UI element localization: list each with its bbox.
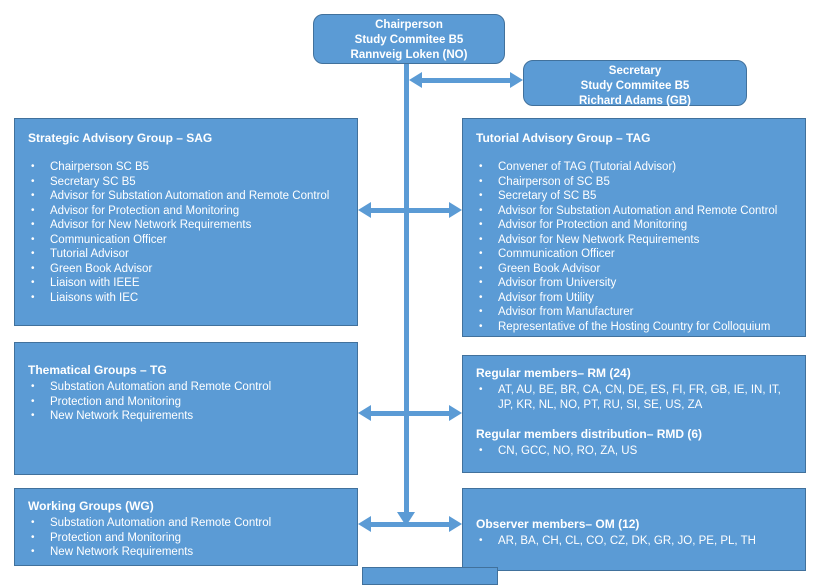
om-title: Observer members– OM (12)	[476, 517, 640, 531]
om-list-item: • AR, BA, CH, CL, CO, CZ, DK, GR, JO, PE, PL, TH	[476, 534, 797, 549]
tg-list-item: • Protection and Monitoring	[28, 395, 349, 410]
tag-list	[476, 160, 797, 334]
tg-box	[14, 342, 358, 475]
rmd-list-item: • CN, GCC, NO, RO, ZA, US	[476, 444, 797, 459]
chairperson-role: Chairperson	[375, 19, 443, 31]
tg-list-item: • Substation Automation and Remote Control	[28, 380, 349, 395]
sag-list-item: • Tutorial Advisor	[28, 247, 349, 262]
rmd-list	[476, 444, 797, 459]
bullet-icon: •	[479, 291, 483, 303]
tg-list-item: • New Network Requirements	[28, 409, 349, 424]
bullet-icon: •	[31, 381, 35, 392]
tag-list-item: • Advisor from Manufacturer	[476, 305, 797, 320]
bullet-icon: •	[479, 320, 483, 332]
tag-box	[462, 118, 806, 337]
rm-section	[476, 366, 797, 412]
bullet-icon: •	[31, 277, 35, 288]
tg-title: Thematical Groups – TG	[28, 363, 167, 377]
wg-list-item: • Protection and Monitoring	[28, 531, 349, 546]
sag-box	[14, 118, 358, 326]
bullet-icon: •	[479, 535, 483, 546]
bullet-icon: •	[31, 546, 35, 557]
tag-list-item: • Convener of TAG (Tutorial Advisor)	[476, 160, 797, 175]
bullet-icon: •	[479, 306, 483, 317]
bullet-icon: •	[31, 233, 35, 245]
bullet-icon: •	[479, 233, 483, 245]
sag-list-item: • Chairperson SC B5	[28, 160, 349, 175]
bullet-icon: •	[479, 384, 483, 395]
rm-box	[462, 355, 806, 473]
rm-title: Regular members– RM (24)	[476, 366, 631, 380]
secretary-committee: Study Commitee B5	[580, 80, 690, 92]
chairperson-name: Rannveig Loken (NO)	[350, 49, 468, 61]
secretary-box	[523, 60, 747, 106]
rm-list	[476, 383, 797, 412]
tag-list-item: • Advisor for New Network Requirements	[476, 233, 797, 248]
tag-list-item: • Secretary of SC B5	[476, 189, 797, 204]
arrow-tg-rm	[371, 411, 449, 416]
bullet-icon: •	[479, 219, 483, 230]
chairperson-committee: Study Commitee B5	[354, 34, 464, 46]
arrow-wg-om	[371, 522, 449, 527]
bullet-icon: •	[31, 531, 35, 543]
wg-box	[14, 488, 358, 566]
secretary-role: Secretary	[608, 65, 662, 77]
arrow-chairperson-secretary	[422, 78, 510, 83]
bullet-icon: •	[31, 219, 35, 230]
rmd-section	[476, 427, 797, 459]
wg-list-item: • New Network Requirements	[28, 545, 349, 560]
tag-list-item: • Representative of the Hosting Country for Colloquium	[476, 320, 797, 335]
tag-list-item: • Advisor from Utility	[476, 291, 797, 306]
bullet-icon: •	[479, 248, 483, 259]
rm-list-item: • AT, AU, BE, BR, CA, CN, DE, ES, FI, FR, GB, IE, IN, IT, JP, KR, NL, NO, PT, RU, SI, SE, US, ZA	[476, 383, 797, 412]
sag-list-item: • Green Book Advisor	[28, 262, 349, 277]
sag-list-item: • Liaison with IEEE	[28, 276, 349, 291]
bullet-icon: •	[479, 190, 483, 201]
om-list	[476, 534, 797, 549]
bullet-icon: •	[31, 190, 35, 201]
bullet-icon: •	[31, 517, 35, 528]
bullet-icon: •	[479, 161, 483, 172]
tag-title: Tutorial Advisory Group – TAG	[476, 131, 651, 145]
bullet-icon: •	[31, 248, 35, 259]
tg-list	[28, 380, 349, 424]
tag-list-item: • Advisor for Protection and Monitoring	[476, 218, 797, 233]
bullet-icon: •	[31, 161, 35, 172]
tag-list-item: • Advisor for Substation Automation and Remote Control	[476, 204, 797, 219]
tag-list-item: • Communication Officer	[476, 247, 797, 262]
bullet-icon: •	[31, 204, 35, 216]
connector-vertical-line	[404, 62, 409, 512]
rmd-title: Regular members distribution– RMD (6)	[476, 427, 703, 441]
bullet-icon: •	[31, 262, 35, 274]
tag-list-item: • Green Book Advisor	[476, 262, 797, 277]
bullet-icon: •	[479, 262, 483, 274]
bullet-icon: •	[479, 445, 483, 456]
secretary-name: Richard Adams (GB)	[578, 95, 692, 107]
sag-list	[28, 160, 349, 305]
tag-list-item: • Advisor from University	[476, 276, 797, 291]
bullet-icon: •	[31, 291, 35, 303]
wg-list-item: • Substation Automation and Remote Control	[28, 516, 349, 531]
sag-list-item: • Advisor for Substation Automation and Remote Control	[28, 189, 349, 204]
sag-list-item: • Advisor for Protection and Monitoring	[28, 204, 349, 219]
bullet-icon: •	[31, 410, 35, 421]
chairperson-box	[313, 14, 505, 64]
sag-list-item: • Secretary SC B5	[28, 175, 349, 190]
wg-list	[28, 516, 349, 560]
bullet-icon: •	[479, 204, 483, 216]
sag-list-item: • Advisor for New Network Requirements	[28, 218, 349, 233]
tag-list-item: • Chairperson of SC B5	[476, 175, 797, 190]
bullet-icon: •	[479, 175, 483, 187]
sag-title: Strategic Advisory Group – SAG	[28, 131, 213, 145]
bullet-icon: •	[479, 277, 483, 288]
sag-list-item: • Communication Officer	[28, 233, 349, 248]
wg-title: Working Groups (WG)	[28, 499, 154, 513]
om-box	[462, 488, 806, 571]
sag-list-item: • Liaisons with IEC	[28, 291, 349, 306]
bullet-icon: •	[31, 175, 35, 187]
bullet-icon: •	[31, 395, 35, 407]
arrow-sag-tag	[371, 208, 449, 213]
cutoff-box-bottom	[362, 567, 498, 585]
